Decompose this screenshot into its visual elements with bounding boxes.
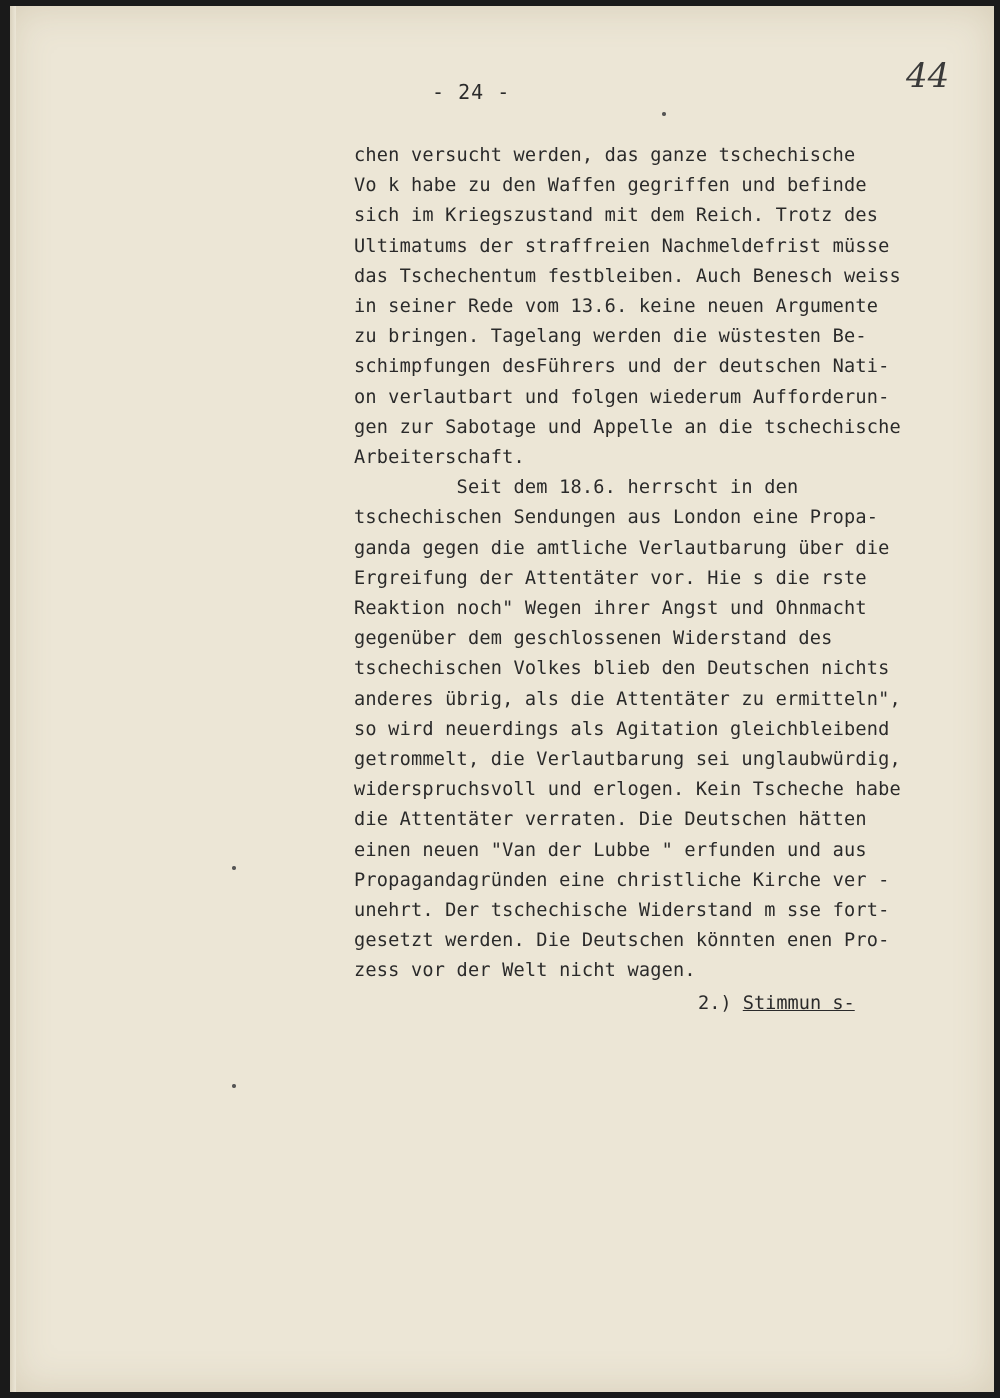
document-page [10,6,994,1392]
text-line: gen zur Sabotage und Appelle an die tschechische [354,416,901,438]
catchword [698,993,855,1014]
catchword-underlined: Stimmun s- [742,993,855,1014]
text-line: anderes übrig, als die Attentäter zu ermitteln", [354,688,901,710]
text-line: Propagandagründen eine christliche Kirche ver - [354,869,890,891]
text-line: Seit dem 18.6. herrscht in den [354,477,799,499]
text-line: on verlautbart und folgen wiederum Aufforderun- [354,386,890,408]
text-line: tschechischen Volkes blieb den Deutschen nichts [354,658,890,680]
text-line: gegenüber dem geschlossenen Widerstand des [354,628,833,650]
text-line: zess vor der Welt nicht wagen. [354,960,696,982]
text-line: Vo k habe zu den Waffen gegriffen und befinde [354,175,867,197]
catchword-prefix: 2.) [698,993,743,1014]
text-line: unehrt. Der tschechische Widerstand m sse fort- [354,900,890,922]
page-number: - 24 - [432,80,511,104]
text-line: widerspruchsvoll und erlogen. Kein Tscheche habe [354,779,901,801]
text-line: Arbeiterschaft. [354,447,525,469]
text-line: getrommelt, die Verlautbarung sei unglaubwürdig, [354,749,901,771]
text-line: Ultimatums der straffreien Nachmeldefrist müsse [354,235,890,257]
text-line: tschechischen Sendungen aus London eine Propa- [354,507,879,529]
text-line: ganda gegen die amtliche Verlautbarung über die [354,537,890,559]
ink-speck [662,112,666,116]
archive-number: 44 [906,56,950,96]
page-edge [10,6,16,1392]
text-line: gesetzt werden. Die Deutschen könnten enen Pro- [354,930,890,952]
text-line: einen neuen "Van der Lubbe " erfunden und aus [354,839,867,861]
text-line: schimpfungen desFührers und der deutschen Nati- [354,356,890,378]
typed-body-text [354,141,974,987]
text-line: das Tschechentum festbleiben. Auch Benesch weiss [354,265,901,287]
text-line: zu bringen. Tagelang werden die wüstesten Be- [354,326,867,348]
text-line: so wird neuerdings als Agitation gleichbleibend [354,718,890,740]
text-line: chen versucht werden, das ganze tschechische [354,145,856,166]
punch-mark [232,1084,236,1088]
text-line: sich im Kriegszustand mit dem Reich. Trotz des [354,205,879,227]
text-line: die Attentäter verraten. Die Deutschen hätten [354,809,867,831]
punch-mark [232,866,236,870]
text-line: in seiner Rede vom 13.6. keine neuen Argumente [354,296,879,318]
text-line: Reaktion noch" Wegen ihrer Angst und Ohnmacht [354,598,867,620]
text-line: Ergreifung der Attentäter vor. Hie s die rste [354,567,867,589]
